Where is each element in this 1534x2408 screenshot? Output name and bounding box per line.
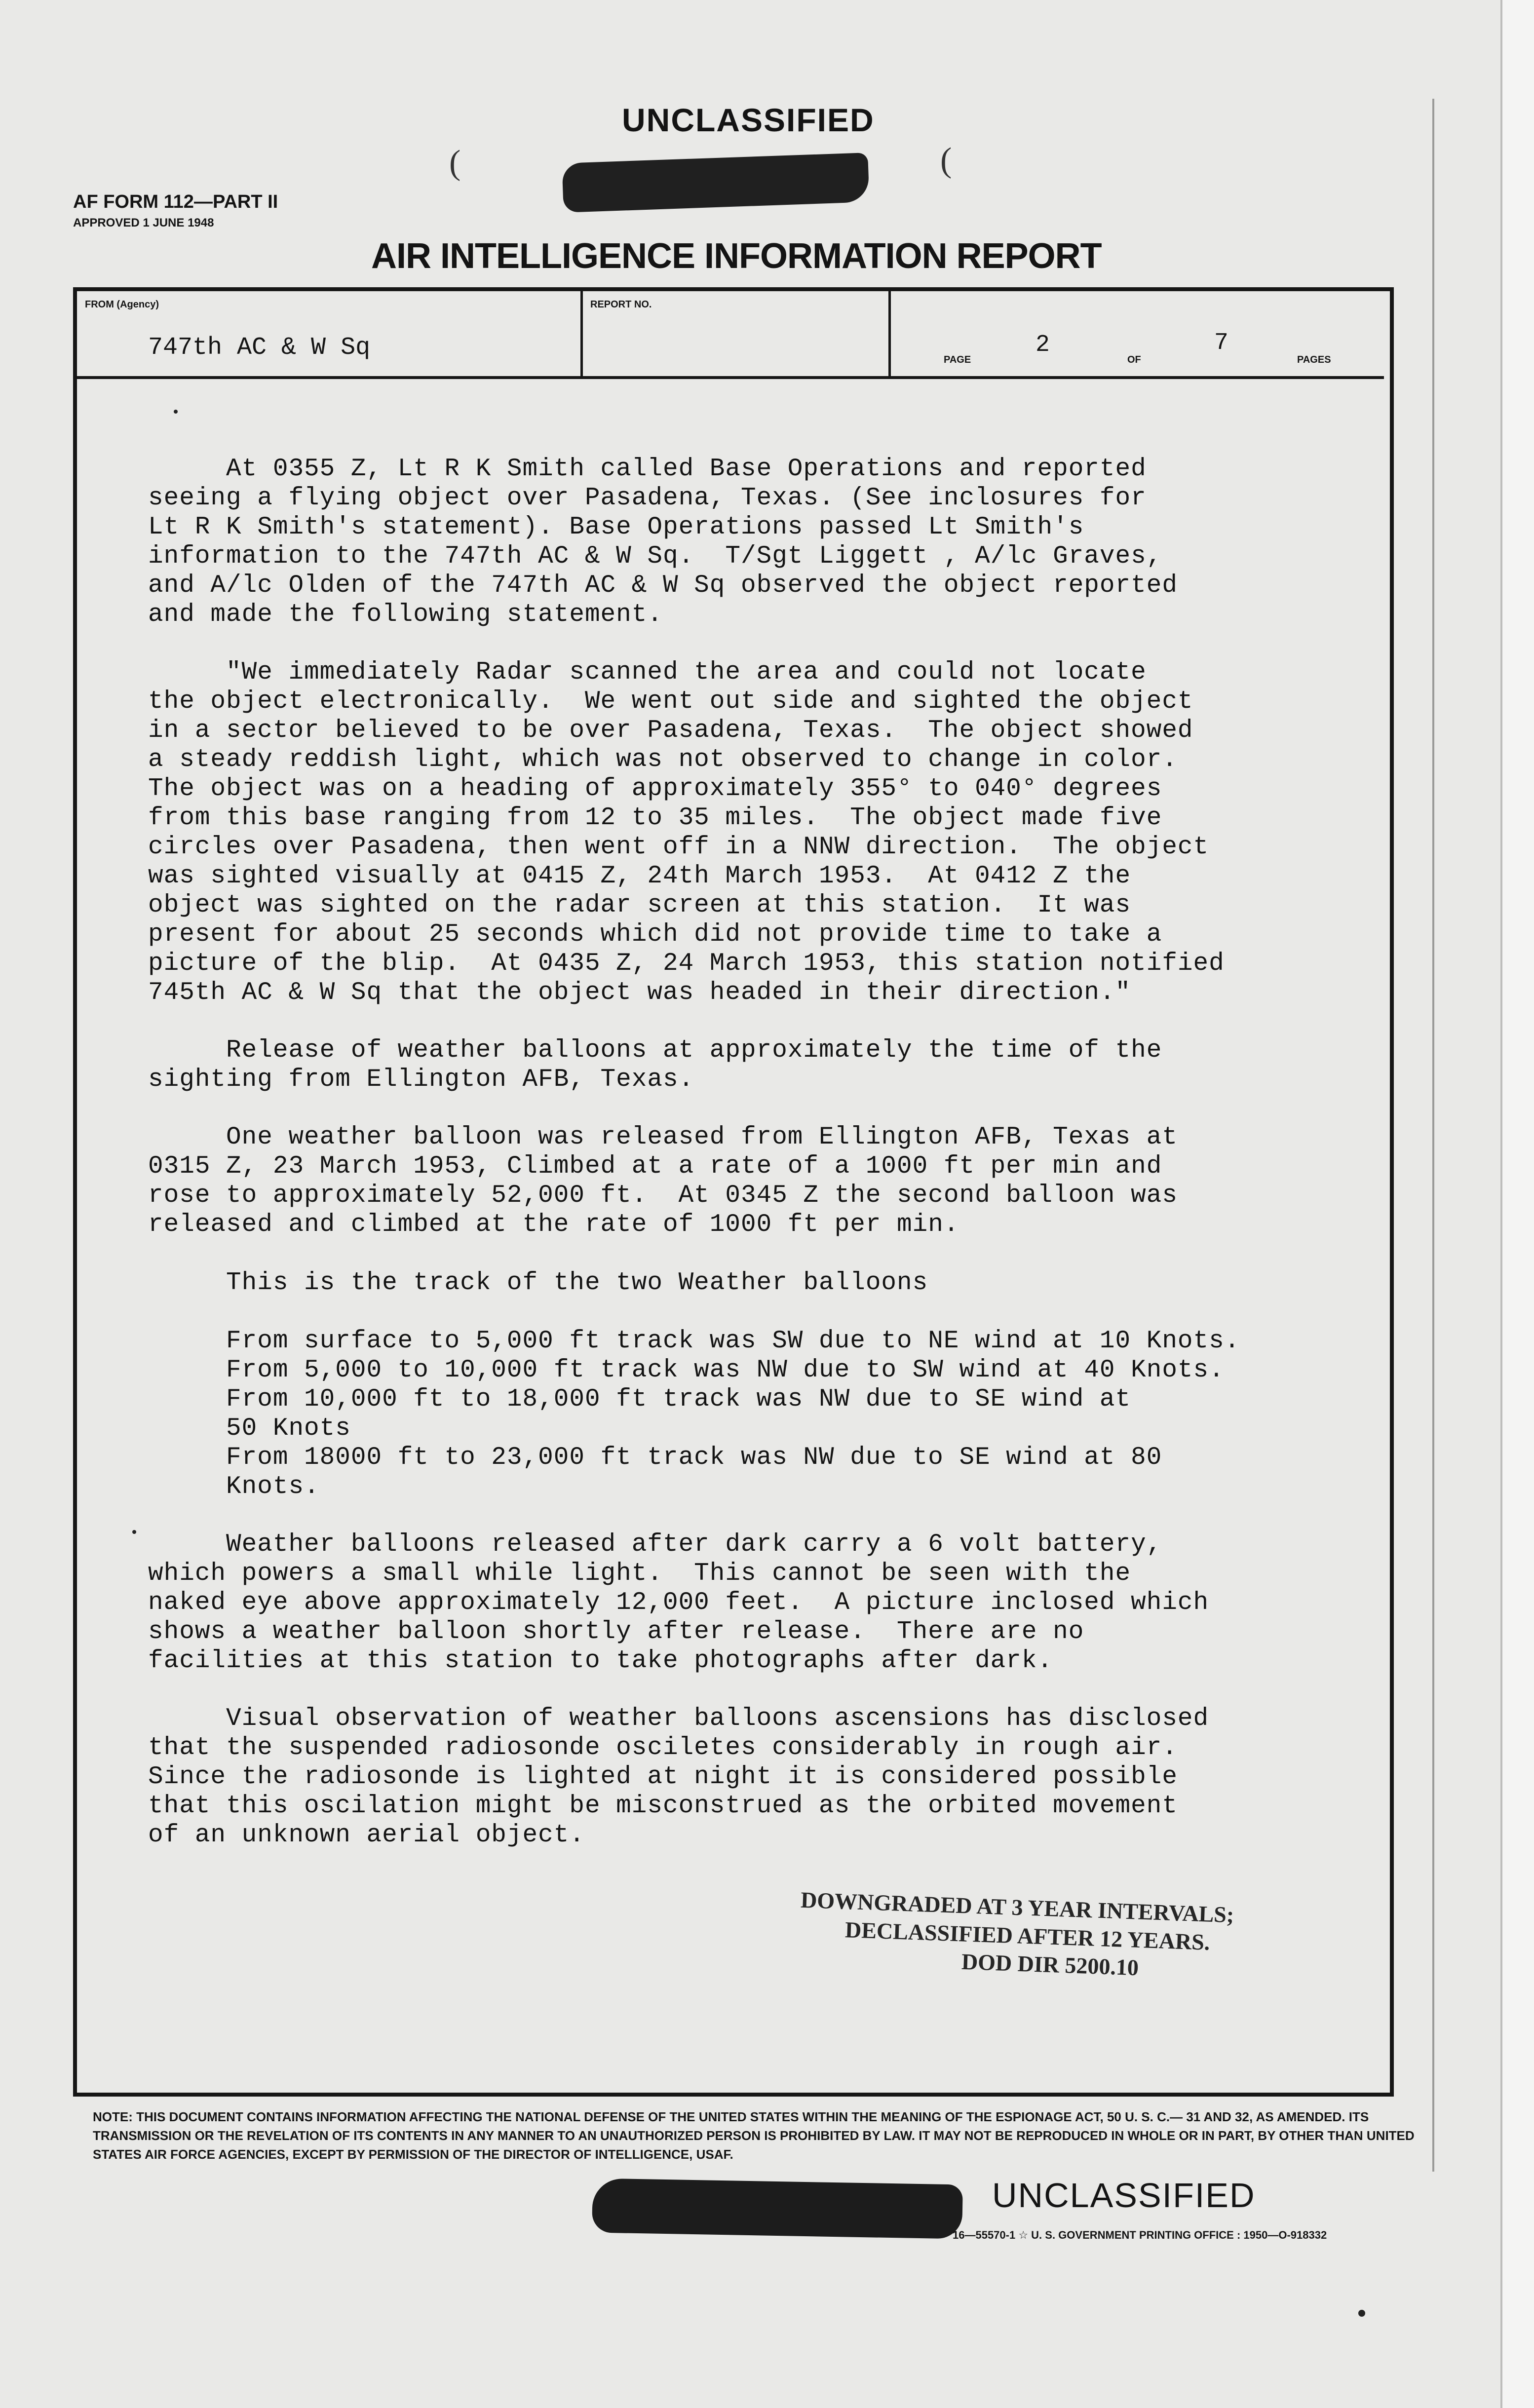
body-line: facilities at this station to take photographs after dark.	[148, 1647, 1053, 1675]
body-line: Weather balloons released after dark carry a 6 volt battery,	[148, 1530, 1162, 1559]
body-line: released and climbed at the rate of 1000 ft per min.	[148, 1211, 959, 1239]
espionage-act-notice: NOTE: THIS DOCUMENT CONTAINS INFORMATION AFFECTING THE NATIONAL DEFENSE OF THE UNITED STATES WITHIN THE MEANING OF THE ESPIONAGE ACT, 50 U. S. C.— 31 AND 32, AS AMENDED. ITS TRANSMISSION OR THE REVELATION OF ITS CONTENTS IN ANY MANNER TO AN UNAUTHORIZED PERSON IS PROHIBITED BY LAW. IT MAY NOT BE REPRODUCED IN WHOLE OR IN PART, BY OTHER THAN UNITED STATES AIR FORCE AGENCIES, EXCEPT BY PERMISSION OF THE DIRECTOR OF INTELLIGENCE, USAF.	[93, 2109, 1415, 2162]
body-line: At 0355 Z, Lt R K Smith called Base Operations and reported	[148, 455, 1147, 483]
from-label: FROM (Agency)	[85, 299, 159, 310]
body-line: 50 Knots	[148, 1414, 351, 1443]
page-number: 2	[1035, 332, 1050, 358]
body-line: Knots.	[148, 1473, 320, 1501]
body-line: which powers a small while light. This cannot be seen with the	[148, 1560, 1131, 1588]
ink-speck	[132, 1530, 136, 1534]
ink-speck	[1358, 2310, 1365, 2317]
body-line: The object was on a heading of approximately 355° to 040° degrees	[148, 775, 1162, 803]
body-line: 745th AC & W Sq that the object was headed in their direction."	[148, 979, 1131, 1007]
pages-label: PAGES	[1297, 354, 1331, 365]
body-line: picture of the blip. At 0435 Z, 24 March 1953, this station notified	[148, 950, 1225, 978]
body-line: circles over Pasadena, then went off in a NNW direction. The object	[148, 833, 1209, 861]
body-line: present for about 25 seconds which did not provide time to take a	[148, 920, 1162, 949]
body-line: From 5,000 to 10,000 ft track was NW due to SW wind at 40 Knots.	[148, 1356, 1225, 1384]
body-line: This is the track of the two Weather balloons	[148, 1269, 928, 1297]
report-title: AIR INTELLIGENCE INFORMATION REPORT	[371, 236, 1102, 276]
body-line: naked eye above approximately 12,000 feet. A picture inclosed which	[148, 1589, 1209, 1617]
bottom-classification: UNCLASSIFIED	[992, 2176, 1256, 2215]
stamp-directive: DOD DIR 5200.10	[961, 1949, 1139, 1981]
body-line: and made the following statement.	[148, 601, 663, 629]
page-edge	[1500, 0, 1534, 2408]
body-line: from this base ranging from 12 to 35 miles. The object made five	[148, 804, 1162, 832]
stamp-downgraded: DOWNGRADED AT 3 YEAR INTERVALS;	[800, 1887, 1235, 1928]
body-line: Release of weather balloons at approximately the time of the	[148, 1036, 1162, 1065]
header-column-divider	[888, 291, 891, 376]
header-column-divider	[580, 291, 583, 376]
body-line: Since the radiosonde is lighted at night it is considered possible	[148, 1763, 1178, 1791]
redaction-mark-bottom	[592, 2178, 963, 2239]
body-line: was sighted visually at 0415 Z, 24th March 1953. At 0412 Z the	[148, 862, 1131, 890]
body-line: a steady reddish light, which was not observed to change in color.	[148, 746, 1178, 774]
paren-left: (	[449, 144, 461, 182]
page-label: PAGE	[944, 354, 971, 365]
body-line: From surface to 5,000 ft track was SW due to NE wind at 10 Knots.	[148, 1327, 1240, 1355]
body-line: One weather balloon was released from Ellington AFB, Texas at	[148, 1123, 1178, 1151]
body-line: Visual observation of weather balloons ascensions has disclosed	[148, 1705, 1209, 1733]
body-line: that this oscilation might be misconstrued as the orbited movement	[148, 1792, 1178, 1820]
body-line: Lt R K Smith's statement). Base Operations passed Lt Smith's	[148, 513, 1084, 541]
body-line: rose to approximately 52,000 ft. At 0345 Z the second balloon was	[148, 1182, 1178, 1210]
body-line: and A/lc Olden of the 747th AC & W Sq observed the object reported	[148, 572, 1178, 600]
body-line: seeing a flying object over Pasadena, Texas. (See inclosures for	[148, 484, 1147, 512]
top-classification: UNCLASSIFIED	[622, 102, 875, 138]
body-line: "We immediately Radar scanned the area and could not locate	[148, 658, 1147, 687]
body-line: information to the 747th AC & W Sq. T/Sgt Liggett , A/lc Graves,	[148, 542, 1162, 571]
paren-right: (	[940, 141, 952, 179]
header-row-divider	[77, 376, 1384, 379]
body-line: sighting from Ellington AFB, Texas.	[148, 1066, 694, 1094]
report-no-label: REPORT NO.	[590, 299, 652, 310]
body-line: shows a weather balloon shortly after release. There are no	[148, 1618, 1084, 1646]
body-line: in a sector believed to be over Pasadena, Texas. The object showed	[148, 717, 1193, 745]
pages-total: 7	[1214, 330, 1228, 356]
body-line: object was sighted on the radar screen at this station. It was	[148, 891, 1131, 919]
body-line: the object electronically. We went out side and sighted the object	[148, 688, 1193, 716]
form-id: AF FORM 112—PART II	[73, 191, 278, 212]
body-line: that the suspended radiosonde osciletes considerably in rough air.	[148, 1734, 1178, 1762]
of-label: OF	[1127, 354, 1141, 365]
body-line: From 18000 ft to 23,000 ft track was NW due to SE wind at 80	[148, 1444, 1162, 1472]
form-approved-date: APPROVED 1 JUNE 1948	[73, 216, 214, 229]
from-value: 747th AC & W Sq	[148, 334, 371, 362]
body-line: From 10,000 ft to 18,000 ft track was NW due to SE wind at	[148, 1385, 1131, 1414]
ink-speck	[174, 410, 178, 414]
stamp-declassified: DECLASSIFIED AFTER 12 YEARS.	[844, 1917, 1211, 1955]
body-line: of an unknown aerial object.	[148, 1821, 585, 1849]
margin-rule	[1432, 99, 1434, 2172]
body-line: 0315 Z, 23 March 1953, Climbed at a rate of a 1000 ft per min and	[148, 1152, 1162, 1181]
printing-office-line: 16—55570-1 ☆ U. S. GOVERNMENT PRINTING OFFICE : 1950—O-918332	[953, 2229, 1327, 2241]
